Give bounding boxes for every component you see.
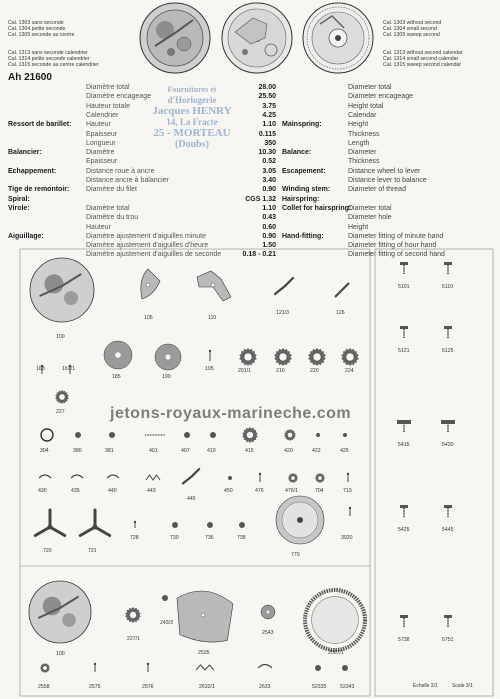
spec-english: Diameter fitting of second hand — [348, 251, 445, 259]
part-number-label: 210 — [276, 368, 285, 374]
spec-value: 1.50 — [262, 242, 276, 250]
spec-french: Diamètre encageage — [86, 93, 151, 101]
part-number-label: 220 — [310, 368, 319, 374]
part-number-label: 2567/1 — [328, 650, 344, 656]
part-number-label: 430 — [38, 488, 47, 494]
screw-number-label: 5751 — [442, 637, 454, 643]
screw-5110-drawing — [444, 262, 452, 274]
spec-french: Diamètre ajustement d'aiguilles d'heure — [86, 242, 209, 250]
part-number-label: 720 — [43, 548, 52, 554]
spec-french: Epaisseur — [86, 158, 118, 166]
spec-french: Diamètre du filet — [86, 186, 137, 194]
part-number-label: 738 — [237, 535, 246, 541]
spec-label-english: Balance: — [282, 149, 312, 157]
part-number-label: 3920 — [341, 535, 353, 541]
part-number-label: 401 — [149, 448, 158, 454]
spec-label-english: Mainspring: — [282, 121, 322, 129]
spec-value: 0.115 — [258, 130, 276, 138]
spec-label: Ressort de barillet: — [8, 121, 72, 129]
spec-english: Diameter total — [348, 204, 392, 212]
part-number-label: 100 — [56, 334, 65, 340]
part-number-label: 445 — [187, 496, 196, 502]
part-number-label: 110 — [208, 315, 217, 321]
part-number-label: 476/1 — [285, 488, 298, 494]
spec-english: Thickness — [348, 158, 380, 166]
part-number-label: 201/1 — [238, 368, 251, 374]
spec-french: Diamètre ajustement d'aiguilles minute — [86, 232, 207, 240]
screw-5420-drawing — [441, 420, 455, 432]
part-number-label: 304 — [40, 448, 49, 454]
spec-english: Height — [348, 223, 369, 231]
part-number-label: 185 — [112, 374, 121, 380]
screw-number-label: 5425 — [398, 527, 410, 533]
caliber-list-french: Cal. 1303 sans seconde Cal. 1304 petite seconde Cal. 1305 seconde au centre Cal. 1313 sans seconde calendrier Cal. 1314 petite seconde calendrier Cal. 1315 seconde au centre calendrier — [8, 20, 99, 68]
part-number-label: 425 — [340, 448, 349, 454]
spec-english: Diameter of thread — [348, 186, 406, 194]
part-number-label: 435 — [71, 488, 80, 494]
spec-label: Spiral: — [8, 195, 30, 203]
screw-5121-drawing — [400, 326, 408, 338]
part-number-label: 736 — [205, 535, 214, 541]
part-number-label: 770 — [291, 552, 300, 558]
part-number-label: 121/3 — [276, 310, 289, 316]
part-number-label: 195 — [205, 366, 214, 372]
part-number-label: 730 — [170, 535, 179, 541]
part-number-label: 227/1 — [127, 636, 140, 642]
part-number-label: 440 — [108, 488, 117, 494]
part-number-label: 422 — [312, 448, 321, 454]
part-number-label: 415 — [245, 448, 254, 454]
part-number-label: 407 — [181, 448, 190, 454]
spec-value: 0.18 - 0.21 — [242, 251, 276, 259]
spec-label-english: Hairspring: — [282, 195, 320, 203]
spec-english: Distance wheel to lever — [348, 167, 421, 175]
part-number-label: 227 — [56, 409, 65, 415]
part-number-label: 163/1 — [62, 366, 75, 372]
spec-english: Thickness — [348, 130, 380, 138]
screw-number-label: 5110 — [442, 284, 454, 290]
spec-value: 0.60 — [262, 223, 276, 231]
spec-value: 3.75 — [262, 102, 276, 110]
part-number-label: 52343 — [340, 684, 355, 690]
screw-number-label: 5121 — [398, 348, 410, 354]
part-number-label: 190 — [162, 374, 171, 380]
part-number-label: 420 — [284, 448, 293, 454]
screw-5125-drawing — [444, 326, 452, 338]
spec-french: Calendrier — [86, 111, 119, 119]
spec-value: CGS 1.32 — [245, 195, 276, 203]
part-number-label: 2576 — [142, 684, 154, 690]
spec-english: Diameter encageage — [348, 93, 413, 101]
part-number-label: 380 — [73, 448, 82, 454]
spec-value: 0.90 — [262, 232, 276, 240]
spec-english: Height — [348, 121, 369, 129]
spec-value: 25.50 — [258, 93, 276, 101]
spec-english: Length — [348, 139, 370, 147]
part-number-label: 126 — [336, 310, 345, 316]
spec-value: 0.43 — [262, 214, 276, 222]
scale-label-en: Scale 3/1 — [452, 683, 473, 689]
model-number: Ah 21600 — [8, 72, 52, 83]
spec-value: 1.10 — [262, 121, 276, 129]
part-number-label: 450 — [224, 488, 233, 494]
screw-5425-drawing — [400, 505, 408, 517]
spec-french: Distance ancre à balancier — [86, 177, 169, 184]
screw-number-label: 5415 — [398, 442, 410, 448]
part-number-label: 443 — [147, 488, 156, 494]
spec-french: Diamètre ajustement d'aiguilles de seconde — [86, 251, 222, 259]
spec-french: Diamètre total — [86, 84, 130, 91]
spec-french: Longueur — [86, 139, 116, 147]
caliber-list-english: Cal. 1303 without second Cal. 1304 small second Cal. 1305 sweep second Cal. 1313 without second calendar Cal. 1314 small second calendar Cal. 1315 sweep second calendar — [383, 20, 463, 68]
spec-french: Diamètre du trou — [86, 214, 139, 222]
part-number-label: 381 — [105, 448, 114, 454]
spec-label: Virole: — [8, 204, 30, 212]
part-number-label: 105 — [144, 315, 153, 321]
dealer-stamp: Fournitures et d'Horlogerie Jacques HENRY 14, La Fracte 25 - MORTEAU (Doubs) — [152, 85, 232, 150]
spec-french: Hauteur — [86, 121, 111, 129]
spec-value: 4.25 — [262, 111, 276, 119]
part-number-label: 410 — [207, 448, 216, 454]
part-number-label: 2543 — [262, 630, 274, 636]
part-number-label: 100 — [56, 651, 65, 657]
part-number-label: 476 — [255, 488, 264, 494]
spec-french: Hauteur totale — [86, 102, 130, 110]
screw-5445-drawing — [444, 505, 452, 517]
spec-english: Diameter fitting of hour hand — [348, 242, 437, 250]
screw-5415-drawing — [397, 420, 411, 432]
spec-french: Diamètre total — [86, 204, 130, 212]
spec-english: Diameter hole — [348, 214, 392, 222]
spec-label: Tige de remontoir: — [8, 186, 70, 194]
spec-english: Distance lever to balance — [348, 177, 427, 184]
screw-number-label: 5445 — [442, 527, 454, 533]
scale-label-fr: Echelle 3/1 — [413, 683, 438, 689]
spec-value: 3.40 — [262, 177, 276, 184]
spec-label: Balancier: — [8, 149, 42, 157]
spec-value: 0.52 — [262, 158, 276, 166]
spec-english: Calendar — [348, 111, 377, 119]
watermark: jetons-royaux-marineche.com — [110, 405, 352, 422]
part-number-label: 710 — [343, 488, 352, 494]
part-number-label: 2632/1 — [199, 684, 215, 690]
part-number-label: 243/3 — [160, 620, 173, 626]
spec-french: Diamètre — [86, 149, 115, 157]
part-number-label: 721 — [88, 548, 97, 554]
screw-5751-drawing — [444, 615, 452, 627]
spec-label-english: Winding stem: — [282, 186, 331, 194]
part-number-label: 2633 — [259, 684, 271, 690]
spec-label-english: Hand-fitting: — [282, 232, 324, 240]
screw-number-label: 5101 — [398, 284, 410, 290]
screw-number-label: 5125 — [442, 348, 454, 354]
spec-english: Diameter fitting of minute hand — [348, 232, 444, 240]
spec-english: Diameter total — [348, 84, 392, 91]
part-number-label: 2575 — [89, 684, 101, 690]
spec-english: Diameter — [348, 149, 377, 157]
spec-value: 350 — [264, 139, 276, 147]
spec-french: Epaisseur — [86, 130, 118, 138]
part-number-label: 52335 — [312, 684, 327, 690]
spec-label-english: Collet for hairspring: — [282, 204, 352, 212]
spec-english: Height total — [348, 102, 384, 110]
screw-number-label: 5738 — [398, 637, 410, 643]
spec-value: 10.30 — [258, 149, 276, 157]
screw-5738-drawing — [400, 615, 408, 627]
part-number-label: 2535 — [198, 650, 210, 656]
spec-value: 3.05 — [262, 167, 276, 175]
spec-value: 28.00 — [258, 84, 276, 91]
part-number-label: 224 — [345, 368, 354, 374]
spec-french: Distance roue à ancre — [86, 167, 155, 175]
spec-value: 1.10 — [262, 204, 276, 212]
spec-french: Hauteur — [86, 223, 111, 231]
part-number-label: 163 — [36, 366, 45, 372]
part-number-label: 2558 — [38, 684, 50, 690]
spec-label-english: Escapement: — [282, 167, 326, 175]
spec-label: Echappement: — [8, 167, 57, 175]
screw-number-label: 5420 — [442, 442, 454, 448]
part-number-label: 704 — [315, 488, 324, 494]
spec-value: 0.90 — [262, 186, 276, 194]
part-number-label: 728 — [130, 535, 139, 541]
spec-label: Aiguillage: — [8, 232, 44, 240]
screw-5101-drawing — [400, 262, 408, 274]
